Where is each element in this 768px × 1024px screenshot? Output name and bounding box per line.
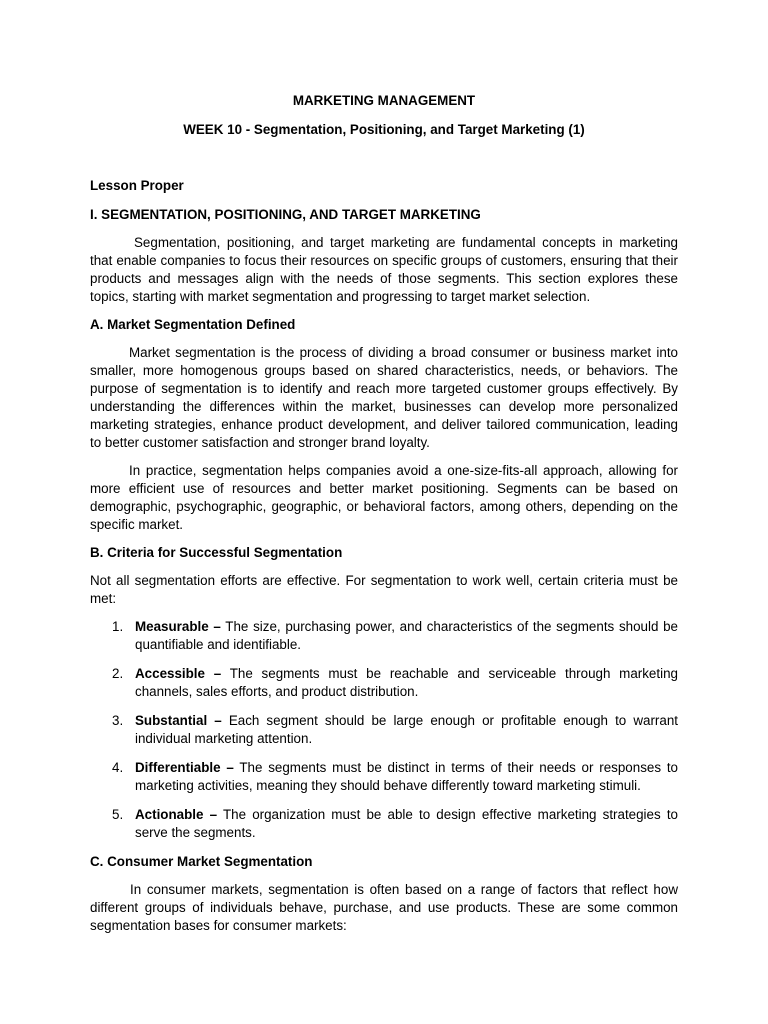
list-item-text: The segments must be distinct in terms of their needs or responses to marketing activities, meaning they should behave differently toward marketing stimuli. <box>135 760 678 793</box>
intro-paragraph: Segmentation, positioning, and target marketing are fundamental concepts in marketing that enable companies to focus their resources on specific groups of customers, ensuring that their products and messages align with the needs of those segments. This section explores these topics, starting with market segmentation and progressing to target market selection. <box>90 235 678 304</box>
section-a-heading: A. Market Segmentation Defined <box>90 317 296 332</box>
list-item-body <box>135 712 678 748</box>
list-item-body <box>135 665 678 701</box>
list-item <box>90 712 678 748</box>
list-item-term: Accessible – <box>135 666 222 681</box>
criteria-list <box>90 618 678 842</box>
list-item-text: The size, purchasing power, and characteristics of the segments should be quantifiable and identifiable. <box>135 619 678 652</box>
list-item-body <box>135 759 678 795</box>
list-item-body <box>135 618 678 654</box>
list-item <box>90 618 678 654</box>
list-item <box>90 759 678 795</box>
list-item-text: Each segment should be large enough or profitable enough to warrant individual marketing attention. <box>135 713 678 746</box>
list-item-number: 1. <box>112 619 124 634</box>
list-item-text: The organization must be able to design effective marketing strategies to serve the segments. <box>135 807 678 840</box>
document-content <box>90 92 678 945</box>
document-subtitle: WEEK 10 - Segmentation, Positioning, and Target Marketing (1) <box>183 122 585 137</box>
list-item-number: 3. <box>112 713 124 728</box>
section-b-heading: B. Criteria for Successful Segmentation <box>90 545 343 560</box>
section-a-paragraph-2: In practice, segmentation helps companies avoid a one-size-fits-all approach, allowing for more efficient use of resources and better market positioning. Segments can be based on demographic, psychographic, geographic, or behavioral factors, among others, depending on the specific market. <box>90 463 678 532</box>
list-item-term: Differentiable – <box>135 760 234 775</box>
section-c-paragraph-1: In consumer markets, segmentation is often based on a range of factors that reflect how different groups of individuals behave, purchase, and use products. These are some common segmentation bases for consumer markets: <box>90 882 678 933</box>
list-item-term: Measurable – <box>135 619 221 634</box>
list-item <box>90 665 678 701</box>
list-item-term: Actionable – <box>135 807 218 822</box>
document-title: MARKETING MANAGEMENT <box>292 93 476 108</box>
section-heading: I. SEGMENTATION, POSITIONING, AND TARGET MARKETING <box>90 207 481 222</box>
section-c-heading: C. Consumer Market Segmentation <box>90 854 313 869</box>
section-b-intro: Not all segmentation efforts are effective. For segmentation to work well, certain criteria must be met: <box>90 573 678 606</box>
list-item-body <box>135 806 678 842</box>
list-item-text: The segments must be reachable and serviceable through marketing channels, sales efforts, and product distribution. <box>135 666 678 699</box>
lesson-label: Lesson Proper <box>90 178 184 193</box>
section-a-paragraph-1: Market segmentation is the process of dividing a broad consumer or business market into smaller, more homogenous groups based on shared characteristics, needs, or behaviors. The purpose of segmentation is to identify and reach more targeted customer groups effectively. By understanding the differences within the market, businesses can develop more personalized marketing strategies, enhance product development, and deliver tailored communication, leading to better customer satisfaction and stronger brand loyalty. <box>90 345 678 450</box>
list-item <box>90 806 678 842</box>
list-item-number: 5. <box>112 807 124 822</box>
list-item-term: Substantial – <box>135 713 222 728</box>
list-item-number: 2. <box>112 666 124 681</box>
list-item-number: 4. <box>112 760 124 775</box>
